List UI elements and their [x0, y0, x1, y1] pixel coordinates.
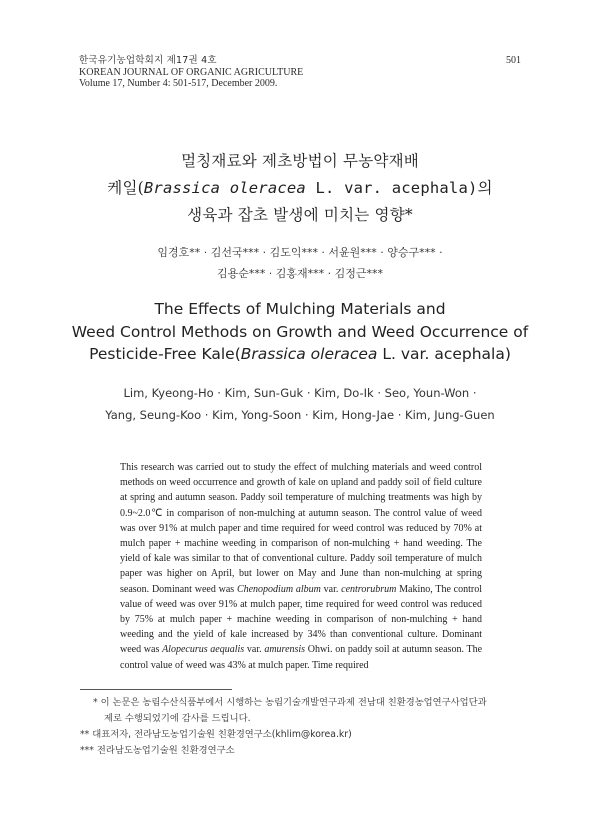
english-title-line-1: The Effects of Mulching Materials and	[154, 300, 446, 318]
korean-title-suffix: L. var. acephala)의	[305, 179, 493, 197]
journal-name-korean: 한국유기농업학회지 제17권 4호	[79, 55, 217, 66]
abstract-part-1: This research was carried out to study the effect of mulching materials and weed control methods on weed occurrence and growth of kale on upland and paddy soil of field culture at spring and autumn season. Paddy soil temperature of mulching treatments was high by 0.9~2.0℃ in comparison of non-mulching at autumn season. The control value of weed was over 91% at mulch paper and time required for weed control was reduced by 70% at mulch paper + machine weeding in comparison of non-mulching + hand weeding. The yield of kale was similar to that of conventional culture. Paddy soil temperature of mulch paper was higher on April, but lower on May and June than non-mulching at spring season. Dominant weed was	[120, 462, 482, 595]
english-title-prefix: Pesticide-Free Kale(	[89, 345, 241, 363]
english-title-scientific-name: Brassica oleracea	[240, 345, 378, 363]
english-authors-line-2: Yang, Seung-Koo · Kim, Yong-Soon · Kim, Hong-Jae · Kim, Jung-Guen	[105, 408, 495, 422]
korean-authors-line-2: 김용순*** · 김홍재*** · 김정근***	[216, 267, 384, 280]
english-authors	[0, 382, 600, 426]
footnote-divider	[80, 689, 232, 690]
english-authors-line-1: Lim, Kyeong-Ho · Kim, Sun-Guk · Kim, Do-Ik · Seo, Youn-Won ·	[123, 386, 477, 400]
korean-title	[0, 148, 600, 229]
species-name: oleracea	[229, 179, 306, 197]
abstract-part-5: Ohwi. on paddy soil at autumn season. The control value of weed was 43% at mulch paper. Time required	[120, 644, 483, 671]
journal-header	[79, 55, 539, 90]
footnote-funding-line-1: * 이 논문은 농림수산식품부에서 시행하는 농림기술개발연구과제 전남대 친환경농업연구사업단과	[93, 697, 487, 708]
korean-title-line-1: 멀칭재료와 제초방법이 무농약재배	[181, 152, 419, 170]
abstract	[120, 460, 482, 673]
english-title-line-2: Weed Control Methods on Growth and Weed Occurrence of	[71, 322, 529, 341]
korean-authors	[0, 242, 600, 284]
abstract-part-3: Makino, The control value of weed was over 91% at mulch paper, time required for weed control was reduced by 75% at mulch paper + machine weeding in comparison of non-mulching + hand weeding and the yield of kale increased by 34% than conventional culture. Dominant weed was	[120, 583, 483, 656]
species-alopecurus: Alopecurus aequalis	[162, 644, 245, 656]
korean-authors-line-1: 임경호** · 김선국*** · 김도익*** · 서윤원*** · 양승구*** ·	[157, 246, 443, 259]
footnote-affiliation: *** 전라남도농업기술원 친환경연구소	[80, 745, 235, 756]
korean-title-prefix: 케일(	[107, 179, 144, 197]
genus-name: Brassica	[143, 179, 221, 197]
journal-name-english: KOREAN JOURNAL OF ORGANIC AGRICULTURE	[79, 66, 304, 78]
journal-volume: Volume 17, Number 4: 501-517, December 2009.	[79, 78, 278, 89]
korean-title-line-3: 생육과 잡초 발생에 미치는 영향*	[187, 206, 413, 224]
abstract-text	[120, 460, 482, 673]
footnotes	[80, 695, 525, 759]
english-title-line-3	[0, 343, 600, 366]
variety-centrorubrum: centrorubrum	[341, 583, 397, 595]
scientific-name	[144, 179, 493, 197]
english-title	[0, 298, 600, 366]
species-chenopodium: Chenopodium album	[236, 583, 321, 595]
footnote-funding-line-2: 제로 수행되었기에 감사를 드립니다.	[104, 713, 251, 724]
footnote-funding	[80, 695, 525, 727]
english-title-suffix: L. var. acephala)	[377, 345, 511, 363]
korean-title-line-2	[0, 175, 600, 202]
footnote-corresponding-author: ** 대표저자, 전라남도농업기술원 친환경연구소(khlim@korea.kr)	[80, 729, 352, 740]
abstract-part-4: var.	[244, 644, 265, 656]
abstract-part-2: var.	[320, 583, 342, 595]
variety-amurensis: amurensis	[264, 644, 306, 656]
page-number: 501	[506, 55, 521, 66]
